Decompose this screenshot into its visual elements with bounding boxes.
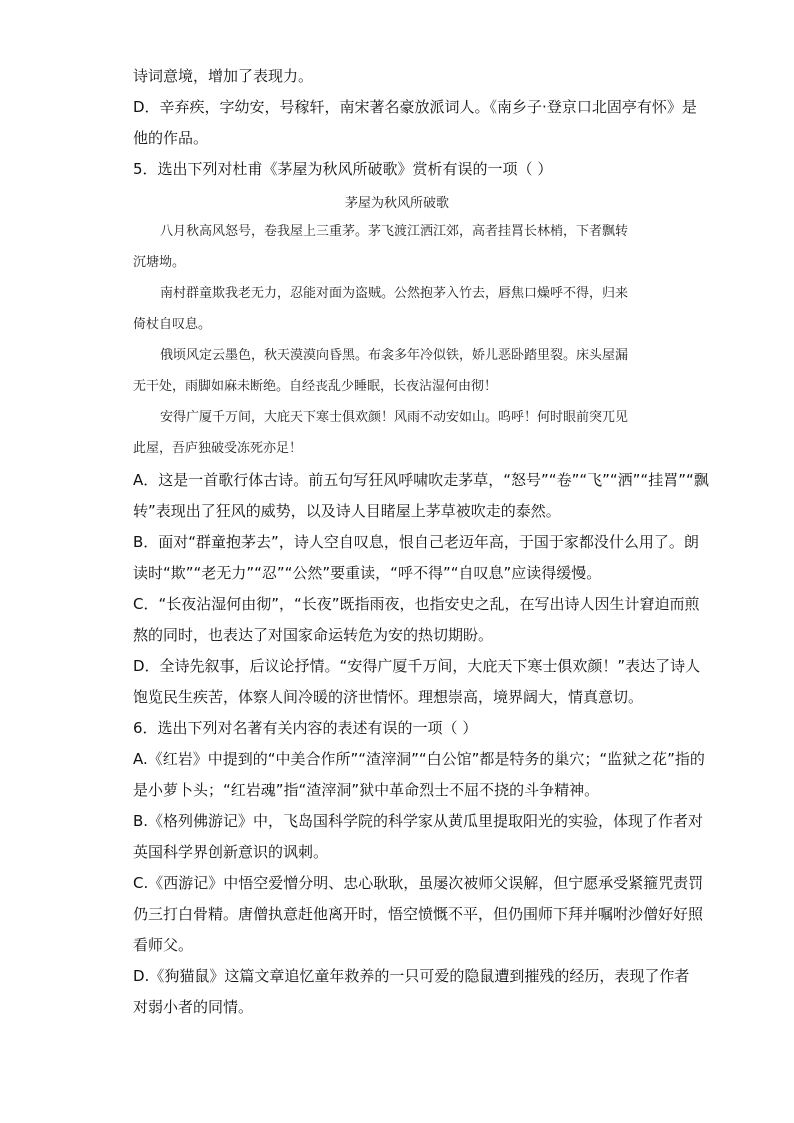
text-line: 诗词意境，增加了表现力。	[133, 67, 314, 85]
q6-option-d: D.《狗猫鼠》这篇文章追忆童年救养的一只可爱的隐鼠遭到摧残的经历，表现了作者	[133, 967, 690, 985]
poem-line: 倚杖自叹息。	[133, 317, 212, 332]
question-5-stem: 5．选出下列对杜甫《茅屋为秋风所破歌》赏析有误的一项（ ）	[133, 160, 553, 178]
q6-option-a-cont: 是小萝卜头；“红岩魂”指“渣滓洞”狱中革命烈士不屈不挠的斗争精神。	[133, 781, 600, 799]
poem-line: 无干处，雨脚如麻未断绝。自经丧乱少睡眠，长夜沾湿何由彻！	[133, 379, 498, 394]
q6-option-a: A.《红岩》中提到的“中美合作所”“渣滓洞”“白公馆”都是特务的巢穴；“监狱之花”指的	[133, 750, 705, 768]
q6-option-c-cont: 看师父。	[133, 936, 194, 954]
poem-line: 八月秋高风怒号，卷我屋上三重茅。茅飞渡江洒江郊，高者挂罥长林梢，下者飘转	[160, 224, 629, 239]
option-d: D．全诗先叙事，后议论抒情。“安得广厦千万间，大庇天下寒士俱欢颜！”表达了诗人	[133, 657, 701, 675]
poem-line: 南村群童欺我老无力，忍能对面为盗贼。公然抱茅入竹去，唇焦口燥呼不得，归来	[160, 286, 629, 301]
option-a: A．这是一首歌行体古诗。前五句写狂风呼啸吹走茅草，“怒号”“卷”“飞”“洒”“挂罥”“飘	[133, 471, 709, 489]
q6-option-d-cont: 对弱小者的同情。	[133, 998, 254, 1016]
text-line: 他的作品。	[133, 129, 209, 147]
q6-option-b: B.《格列佛游记》中，飞岛国科学院的科学家从黄瓜里提取阳光的实验，体现了作者对	[133, 812, 704, 830]
q6-option-c: C.《西游记》中悟空爱憎分明、忠心耿耿，虽屡次被师父误解，但宁愿承受紧箍咒责罚	[133, 874, 704, 892]
question-6-stem: 6．选出下列对名著有关内容的表述有误的一项（ ）	[133, 719, 478, 737]
q6-option-b-cont: 英国科学界创新意识的讽刺。	[133, 843, 329, 861]
poem-title: 茅屋为秋风所破歌	[344, 196, 449, 211]
poem-line: 沉塘坳。	[133, 255, 186, 270]
option-a-cont: 转”表现出了狂风的威势，以及诗人目睹屋上茅草被吹走的泰然。	[133, 502, 561, 520]
poem-line: 此屋，吾庐独破受冻死亦足！	[133, 441, 303, 456]
option-b-cont: 读时“欺”“老无力”“忍”“公然”要重读，“呼不得”“自叹息”应读得缓慢。	[133, 564, 602, 582]
option-c: C．“长夜沾湿何由彻”，“长夜”既指雨夜，也指安史之乱，在写出诗人因生计窘迫而煎	[133, 595, 700, 613]
option-d-cont: 饱览民生疾苦，体察人间冷暖的济世情怀。理想崇高，境界阔大，情真意切。	[133, 688, 644, 706]
poem-line: 安得广厦千万间，大庇天下寒士俱欢颜！风雨不动安如山。呜呼！何时眼前突兀见	[160, 410, 629, 425]
text-line: D．辛弃疾，字幼安，号稼轩，南宋著名豪放派词人。《南乡子·登京口北固亭有怀》是	[133, 98, 697, 116]
option-b: B．面对“群童抱茅去”，诗人空自叹息，恨自己老迈年高，于国于家都没什么用了。朗	[133, 533, 699, 551]
option-c-cont: 熬的同时，也表达了对国家命运转危为安的热切期盼。	[133, 626, 494, 644]
q6-option-c-cont: 仍三打白骨精。唐僧执意赶他离开时，悟空愤慨不平，但仍围师下拜并嘱咐沙僧好好照	[133, 905, 704, 923]
poem-line: 俄顷风定云墨色，秋天漠漠向昏黑。布衾多年冷似铁，娇儿恶卧踏里裂。床头屋漏	[160, 348, 629, 363]
